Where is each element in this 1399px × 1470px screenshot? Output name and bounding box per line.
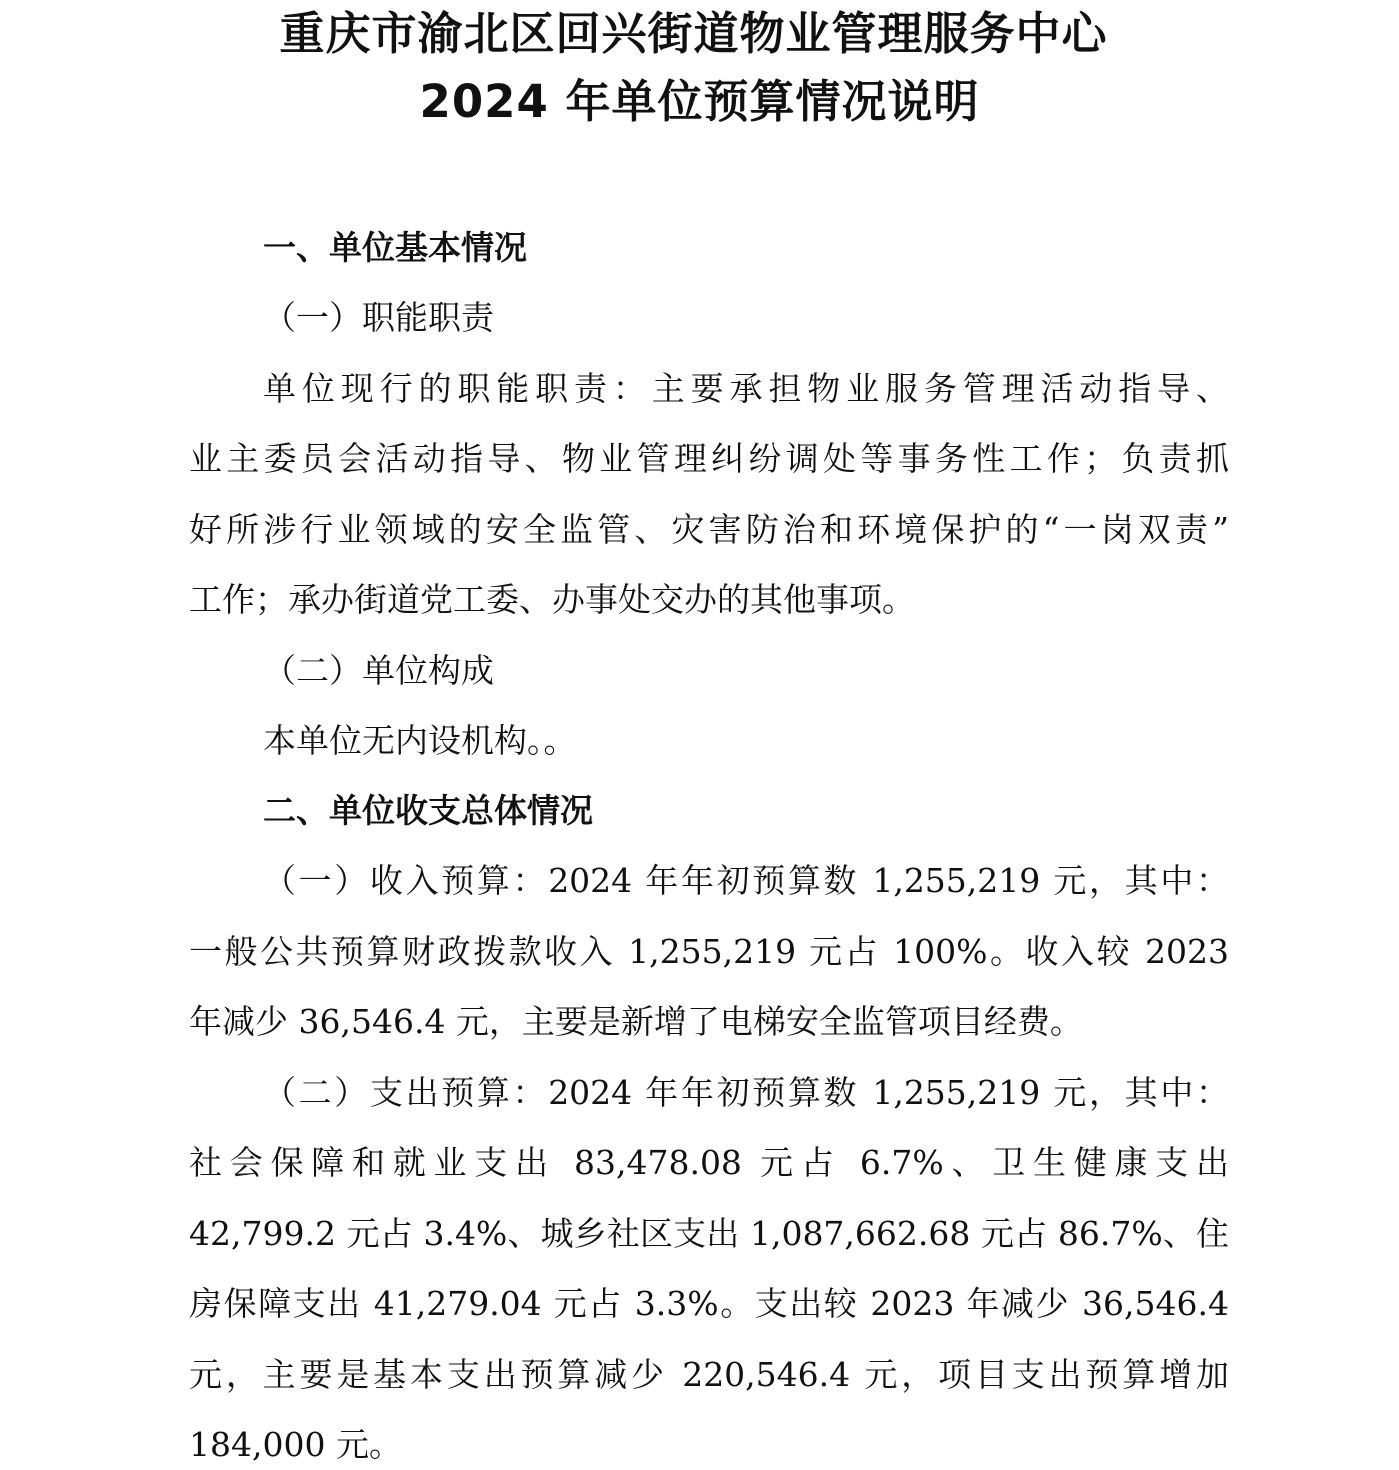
paragraph-line: 年减少 36,546.4 元，主要是新增了电梯安全监管项目经费。: [189, 1002, 1083, 1041]
subsection-structure-heading: （二）单位构成: [263, 651, 494, 690]
subsection-duties-heading: （一）职能职责: [263, 298, 494, 337]
paragraph-line: 元，主要是基本支出预算减少 220,546.4 元，项目支出预算增加: [189, 1355, 1229, 1394]
paragraph-line: 业主委员会活动指导、物业管理纠纷调处等事务性工作；负责抓: [189, 439, 1229, 478]
section-2-heading: 二、单位收支总体情况: [263, 791, 593, 830]
expense-line: [263, 1071, 1229, 1115]
paragraph-line: 一般公共预算财政拨款收入 1,255,219 元占 100%。收入较 2023: [189, 932, 1229, 971]
paragraph-line: 184,000 元。: [189, 1425, 402, 1464]
paragraph-line: 好所涉行业领域的安全监管、灾害防治和环境保护的“一岗双责”: [189, 510, 1229, 549]
income-text: 2024 年年初预算数 1,255,219 元，其中：: [548, 861, 1230, 900]
income-line: [263, 859, 1229, 903]
paragraph-line: 单位现行的职能职责：主要承担物业服务管理活动指导、: [263, 369, 1229, 408]
document-title-line-1: 重庆市渝北区回兴街道物业管理服务中心: [279, 7, 1108, 60]
paragraph-line: 房保障支出 41,279.04 元占 3.3%。支出较 2023 年减少 36,546.4: [189, 1284, 1229, 1323]
expense-text: 2024 年年初预算数 1,255,219 元，其中：: [548, 1073, 1230, 1112]
paragraph-line: 本单位无内设机构。。: [263, 721, 577, 760]
expense-budget-label: （二）支出预算：: [263, 1073, 549, 1112]
section-1-heading: 一、单位基本情况: [263, 228, 527, 267]
paragraph-line: 社会保障和就业支出 83,478.08 元占 6.7%、卫生健康支出: [189, 1143, 1229, 1182]
paragraph-line: 工作；承办街道党工委、办事处交办的其他事项。: [189, 580, 915, 619]
document-title-line-2: 2024 年单位预算情况说明: [419, 75, 980, 128]
paragraph-line: 42,799.2 元占 3.4%、城乡社区支出 1,087,662.68 元占 86.7%、住: [189, 1214, 1229, 1253]
income-budget-label: （一）收入预算：: [263, 861, 549, 900]
